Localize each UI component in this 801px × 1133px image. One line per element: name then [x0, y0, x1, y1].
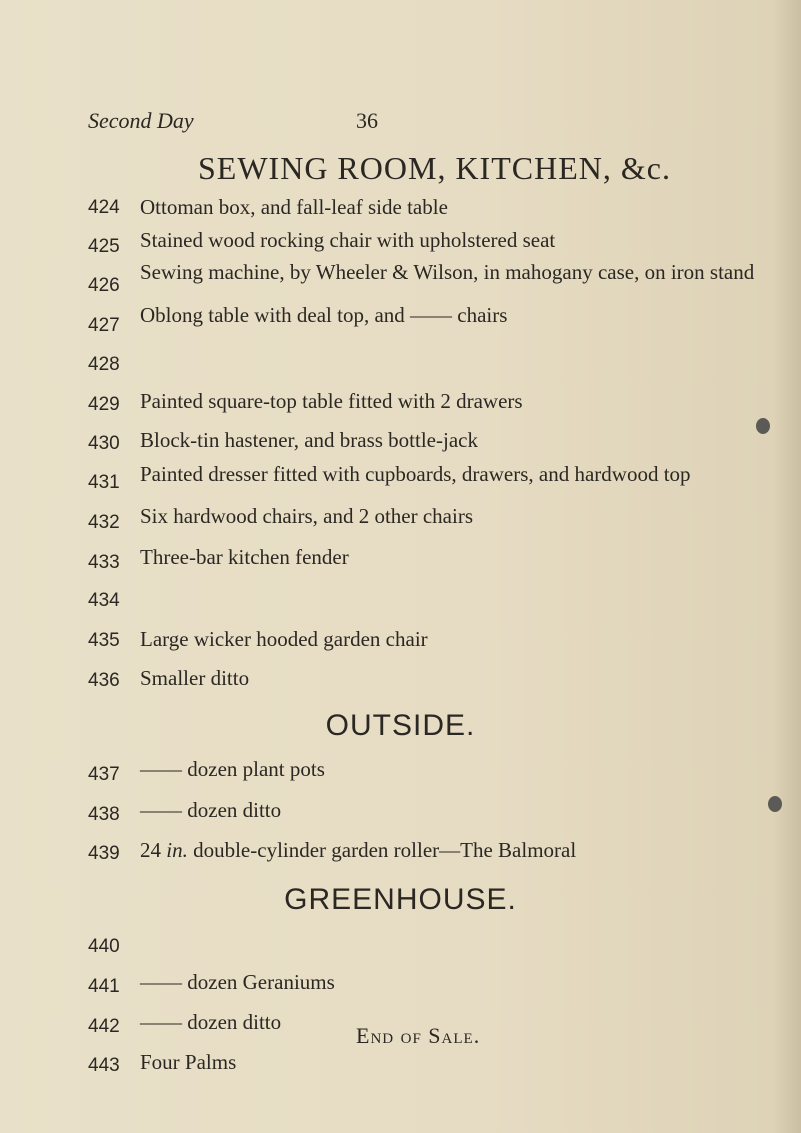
- section-heading-greenhouse: GREENHOUSE.: [284, 883, 517, 916]
- lot-number: 439: [88, 843, 120, 864]
- lot-description: —— dozen ditto: [140, 1010, 282, 1034]
- lot-number: 443: [88, 1055, 120, 1076]
- running-head: Second Day: [88, 108, 194, 133]
- end-of-sale: End of Sale.: [356, 1023, 481, 1048]
- lot-number: 430: [88, 433, 120, 454]
- lot-number: 432: [88, 512, 120, 533]
- lot-description: —— dozen ditto: [140, 798, 282, 822]
- lot-number: 426: [88, 275, 120, 296]
- page-number: 36: [356, 108, 378, 133]
- lot-description: Painted dresser fitted with cupboards, drawers, and hardwood top: [140, 462, 691, 486]
- lot-number: 429: [88, 394, 120, 415]
- lot-description: Block-tin hastener, and brass bottle-jack: [140, 428, 478, 452]
- lot-description: 24 in. double-cylinder garden roller—The Balmoral: [140, 838, 577, 862]
- lot-number: 433: [88, 552, 120, 573]
- lot-number: 427: [88, 315, 120, 336]
- lot-description: Four Palms: [140, 1050, 237, 1074]
- lot-description: —— dozen Geraniums: [140, 970, 335, 994]
- paper-blemish: [756, 418, 770, 434]
- lot-description: Painted square-top table fitted with 2 drawers: [140, 389, 523, 413]
- lot-description: Sewing machine, by Wheeler & Wilson, in mahogany case, on iron stand: [140, 260, 755, 284]
- lot-number: 428: [88, 354, 120, 375]
- lot-number: 437: [88, 764, 120, 785]
- page-edge-shadow: [773, 0, 801, 1133]
- lot-number: 435: [88, 630, 120, 651]
- lot-number: 436: [88, 670, 120, 691]
- lot-number: 438: [88, 804, 120, 825]
- lot-description: —— dozen plant pots: [140, 757, 325, 781]
- lot-number: 425: [88, 236, 120, 257]
- lot-number: 431: [88, 472, 120, 493]
- lot-description: Oblong table with deal top, and —— chairs: [140, 303, 508, 327]
- lot-description: Ottoman box, and fall-leaf side table: [140, 195, 448, 219]
- paper-blemish: [768, 796, 782, 812]
- lot-number: 441: [88, 976, 120, 997]
- section-heading-outside: OUTSIDE.: [325, 709, 476, 742]
- lot-description: Six hardwood chairs, and 2 other chairs: [140, 504, 473, 528]
- lot-number: 442: [88, 1016, 120, 1037]
- lot-number: 424: [88, 197, 120, 218]
- page-title: SEWING ROOM, KITCHEN, &c.: [198, 150, 671, 186]
- lot-description: Large wicker hooded garden chair: [140, 627, 428, 651]
- lot-description: Smaller ditto: [140, 666, 250, 690]
- lot-number: 440: [88, 936, 120, 957]
- lot-description: Three-bar kitchen fender: [140, 545, 349, 569]
- lot-description: Stained wood rocking chair with upholstered seat: [140, 228, 556, 252]
- lot-number: 434: [88, 590, 120, 611]
